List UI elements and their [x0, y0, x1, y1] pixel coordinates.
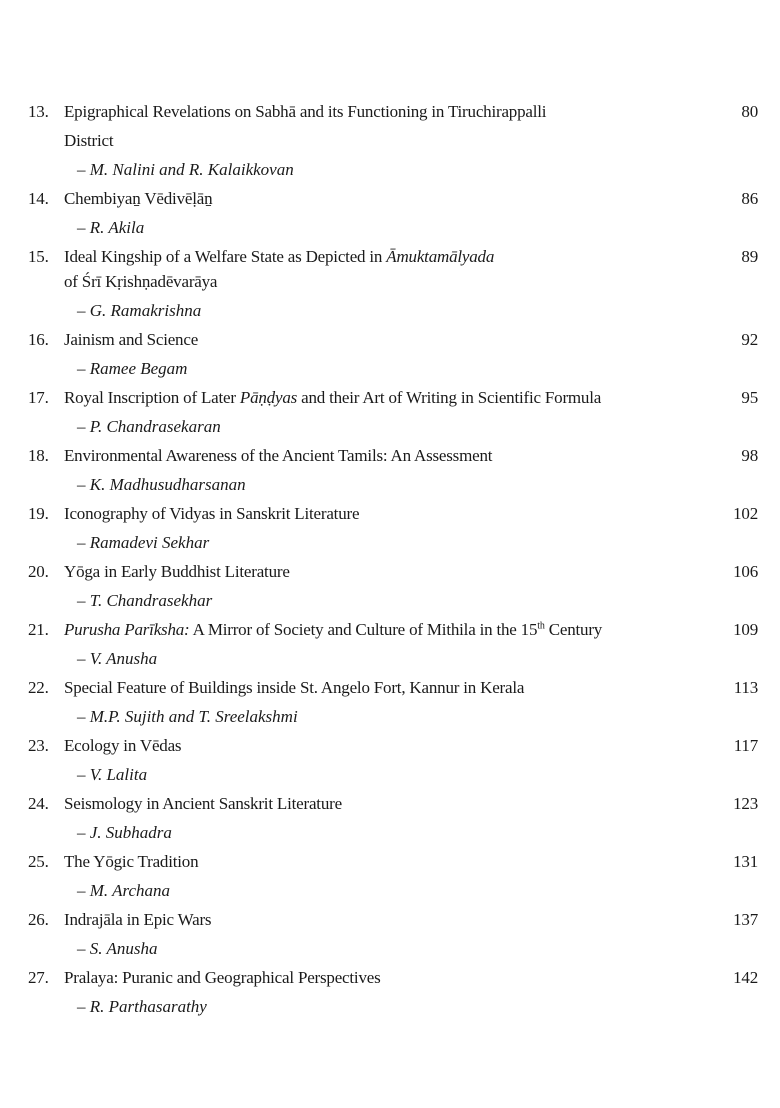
- entry-title-text: Century: [544, 620, 603, 639]
- entry-title-line: [28, 499, 758, 528]
- page-number: 106: [733, 562, 758, 581]
- page-number: 86: [741, 189, 758, 208]
- entry-title-text: District: [64, 131, 114, 150]
- entry-number: 21.: [28, 620, 49, 639]
- entry-title-line: [28, 731, 758, 760]
- entry-title-line: [28, 441, 758, 470]
- entry-title-line: [28, 242, 758, 271]
- entry-title-line: [28, 271, 758, 296]
- entry-title-line: [28, 557, 758, 586]
- entry-title-text: Epigraphical Revelations on Sabhā and its Functioning in Tiruchirappalli: [64, 102, 547, 121]
- entry-author: – M. Archana: [77, 881, 171, 900]
- table-of-contents: [28, 97, 758, 1021]
- entry-number: 20.: [28, 562, 49, 581]
- page-number: 102: [733, 504, 758, 523]
- entry-author: – G. Ramakrishna: [77, 301, 202, 320]
- toc-entry: [28, 97, 758, 184]
- entry-title-line: [28, 789, 758, 818]
- entry-title-text: Indrajāla in Epic Wars: [64, 910, 212, 929]
- entry-author: – T. Chandrasekhar: [77, 591, 213, 610]
- page-number: 109: [733, 620, 758, 639]
- entry-author: – V. Lalita: [77, 765, 148, 784]
- entry-number: 26.: [28, 910, 49, 929]
- toc-entry: [28, 963, 758, 1021]
- entry-number: 23.: [28, 736, 49, 755]
- entry-title-text: Pāṇḍyas: [239, 388, 298, 407]
- entry-title-text: of Śrī Kṛishṇadēvarāya: [64, 272, 218, 291]
- page-number: 137: [733, 910, 758, 929]
- entry-title-line: [28, 615, 758, 644]
- entry-title-line: [28, 126, 758, 155]
- entry-title-line: [28, 963, 758, 992]
- entry-title-line: [28, 847, 758, 876]
- toc-entry: [28, 184, 758, 242]
- toc-entry: [28, 615, 758, 673]
- entry-title-line: [28, 184, 758, 213]
- entry-title-text: Āmuktamālyada: [386, 247, 495, 266]
- page-number: 113: [733, 678, 758, 697]
- entry-title-text: Purusha Parīksha:: [64, 620, 190, 639]
- page-number: 95: [741, 388, 758, 407]
- page-number: 89: [741, 247, 758, 266]
- entry-number: 16.: [28, 330, 49, 349]
- page-number: 142: [733, 968, 758, 987]
- entry-author: – P. Chandrasekaran: [77, 417, 221, 436]
- entry-title-text: A Mirror of Society and Culture of Mithila in the 15: [189, 620, 538, 639]
- entry-title-text: Yōga in Early Buddhist Literature: [64, 562, 290, 581]
- entry-author: – R. Akila: [77, 218, 145, 237]
- entry-title-text: Iconography of Vidyas in Sanskrit Literature: [64, 504, 360, 523]
- entry-title-text: Seismology in Ancient Sanskrit Literature: [64, 794, 342, 813]
- toc-entry: [28, 847, 758, 905]
- entry-author: – R. Parthasarathy: [77, 997, 207, 1016]
- toc-entry: [28, 499, 758, 557]
- entry-title-text: Special Feature of Buildings inside St. Angelo Fort, Kannur in Kerala: [64, 678, 525, 697]
- toc-entry: [28, 905, 758, 963]
- entry-number: 19.: [28, 504, 49, 523]
- entry-title-line: [28, 905, 758, 934]
- entry-author: – K. Madhusudharsanan: [77, 475, 246, 494]
- entry-title-text: Ideal Kingship of a Welfare State as Depicted in: [64, 247, 387, 266]
- page-number: 92: [741, 330, 758, 349]
- toc-entry: [28, 441, 758, 499]
- entry-title-text: Chembiyaṉ Vēdivēḷāṉ: [64, 189, 213, 208]
- entry-number: 22.: [28, 678, 49, 697]
- toc-entry: [28, 242, 758, 325]
- entry-author: – V. Anusha: [77, 649, 158, 668]
- entry-author: – J. Subhadra: [77, 823, 172, 842]
- entry-title-text: and their Art of Writing in Scientific Formula: [297, 388, 602, 407]
- entry-title-text: Pralaya: Puranic and Geographical Perspectives: [64, 968, 381, 987]
- entry-title-line: [28, 97, 758, 126]
- entry-number: 27.: [28, 968, 49, 987]
- entry-author: – M. Nalini and R. Kalaikkovan: [77, 160, 294, 179]
- entry-number: 17.: [28, 388, 49, 407]
- entry-number: 14.: [28, 189, 49, 208]
- entry-title-text: Environmental Awareness of the Ancient Tamils: An Assessment: [64, 446, 493, 465]
- entry-title-text: Ecology in Vēdas: [64, 736, 182, 755]
- entry-number: 13.: [28, 102, 49, 121]
- page-number: 80: [741, 102, 758, 121]
- entry-title-line: [28, 325, 758, 354]
- entry-author: – M.P. Sujith and T. Sreelakshmi: [77, 707, 298, 726]
- entry-title-line: [28, 673, 758, 702]
- entry-number: 25.: [28, 852, 49, 871]
- entry-author: – S. Anusha: [77, 939, 158, 958]
- toc-entry: [28, 673, 758, 731]
- entry-author: – Ramee Begam: [77, 359, 188, 378]
- toc-entry: [28, 383, 758, 441]
- page-number: 131: [733, 852, 758, 871]
- entry-title-text: Jainism and Science: [64, 330, 199, 349]
- entry-title-line: [28, 383, 758, 412]
- toc-entry: [28, 557, 758, 615]
- entry-title-text: th: [537, 620, 545, 632]
- page-number: 98: [741, 446, 758, 465]
- page-number: 123: [733, 794, 758, 813]
- toc-entry: [28, 325, 758, 383]
- toc-entry: [28, 731, 758, 789]
- entry-number: 24.: [28, 794, 49, 813]
- entry-number: 15.: [28, 247, 49, 266]
- entry-title-text: Royal Inscription of Later: [64, 388, 240, 407]
- entry-number: 18.: [28, 446, 49, 465]
- entry-author: – Ramadevi Sekhar: [77, 533, 210, 552]
- page-number: 117: [733, 736, 758, 755]
- entry-title-text: The Yōgic Tradition: [64, 852, 199, 871]
- toc-entry: [28, 789, 758, 847]
